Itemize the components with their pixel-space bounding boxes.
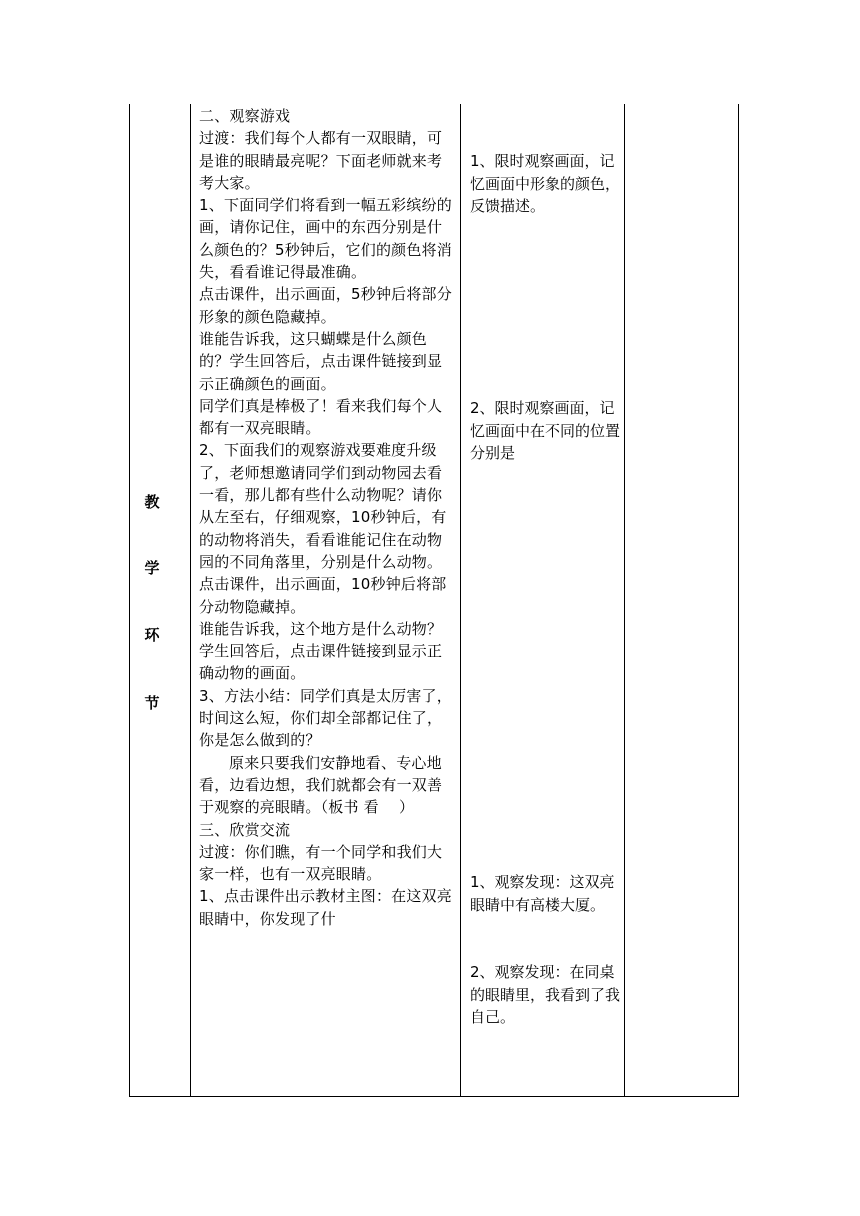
paragraph: 1、点击课件出示教材主图：在这双亮眼睛中，你发现了什: [199, 887, 452, 928]
paragraph: 谁能告诉我，这个地方是什么动物？学生回答后，点击课件链接到显示正确动物的画面。: [199, 619, 443, 683]
column-divider: [624, 104, 625, 1097]
column-divider: [190, 104, 191, 1097]
section-label-char: 学: [144, 559, 160, 577]
student-activity-2: [470, 397, 620, 465]
paragraph: 同学们真是棒极了！看来我们每个人都有一双亮眼睛。: [199, 396, 443, 438]
paragraph: 原来只要我们安静地看、专心地看，边看边想，我们就都会有一双善于观察的亮眼睛。（板书 看 ）: [199, 753, 443, 817]
paragraph: 谁能告诉我，这只蝴蝶是什么颜色的？学生回答后，点击课件链接到显示正确颜色的画面。: [199, 329, 443, 393]
paragraph: 过渡：我们每个人都有一双眼睛，可是谁的眼睛最亮呢？下面老师就来考考大家。: [199, 129, 443, 192]
section-label-char: 教: [144, 493, 160, 511]
section-label-char: 节: [144, 694, 160, 712]
activity-text: 1、限时观察画面，记忆画面中形象的颜色，反馈描述。: [470, 152, 621, 215]
activity-text: 2、限时观察画面，记忆画面中在不同的位置分别是: [470, 399, 621, 462]
activity-text: 2、观察发现：在同桌的眼睛里，我看到了我自己。: [470, 963, 621, 1026]
section-label-column: [130, 104, 189, 1097]
column-divider: [460, 104, 461, 1097]
paragraph: 3、方法小结：同学们真是太厉害了，时间这么短，你们却全部都记住了，你是怎么做到的？: [199, 686, 452, 750]
paragraph: 过渡：你们瞧，有一个同学和我们大家一样，也有一双亮眼睛。: [199, 842, 443, 884]
paragraph: 点击课件，出示画面，10秒钟后将部分动物隐藏掉。: [199, 575, 447, 616]
section-label-char: 环: [144, 626, 160, 644]
section-heading: 三、欣赏交流: [199, 820, 291, 839]
activity-text: 1、观察发现：这双亮眼睛中有高楼大厦。: [470, 873, 615, 914]
teacher-activity-column: [199, 105, 453, 930]
section-heading: 二、观察游戏: [199, 107, 291, 125]
student-activity-1: [470, 150, 620, 218]
paragraph: 2、下面我们的观察游戏要难度升级了，老师想邀请同学们到动物园去看一看，那儿都有些什么动物呢？请你从左至右，仔细观察，10秒钟后，有的动物将消失，看看谁能记住在动物园的不同角落里，分别是什么动物。: [199, 441, 447, 571]
paragraph: 点击课件，出示画面，5秒钟后将部分形象的颜色隐藏掉。: [199, 285, 452, 326]
student-activity-4: [470, 961, 620, 1029]
student-activity-3: [470, 871, 620, 916]
paragraph: 1、下面同学们将看到一幅五彩缤纷的画，请你记住，画中的东西分别是什么颜色的？5秒钟后，它们的颜色将消失，看看谁记得最准确。: [199, 196, 452, 282]
